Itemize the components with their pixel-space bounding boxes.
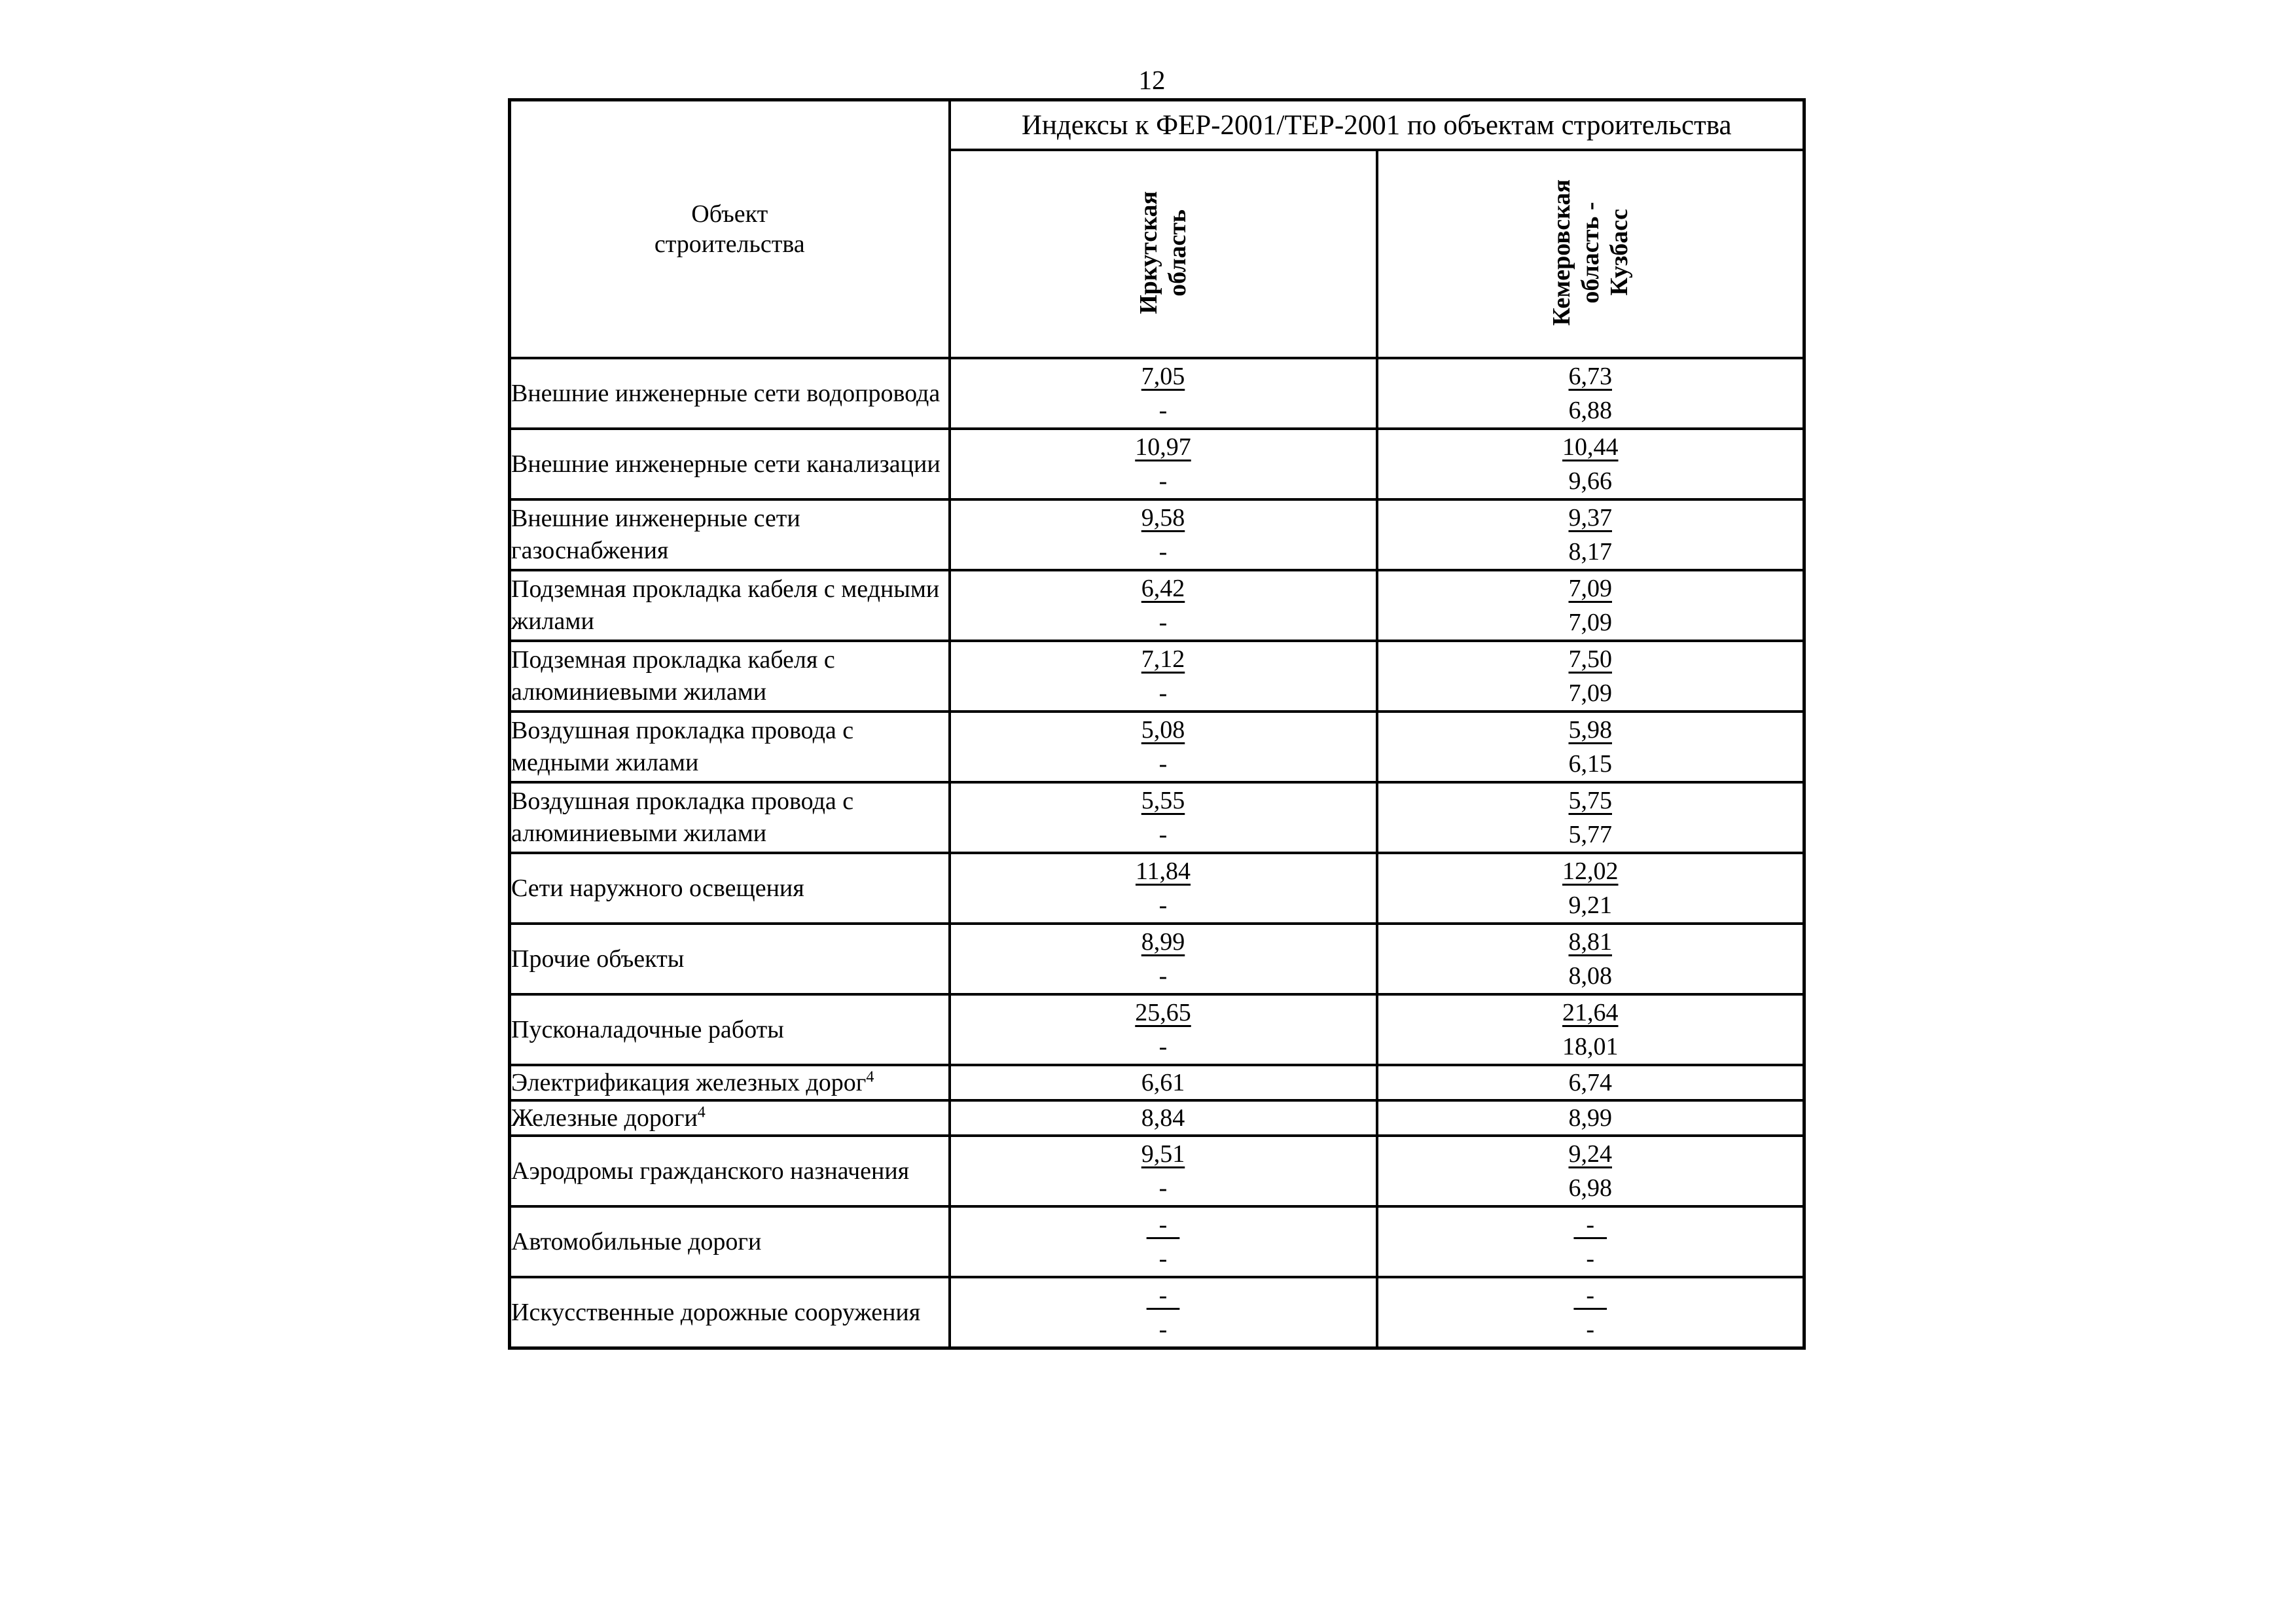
- footnote-marker: 4: [697, 1103, 706, 1121]
- object-name: Подземная прокладка кабеля с алюминиевыми жилами: [511, 646, 835, 706]
- irkutsk-value-cell: [950, 429, 1377, 499]
- kemerovo-header-label: Кемеровская область - Кузбасс: [1547, 179, 1633, 326]
- object-name-cell: [510, 1100, 950, 1136]
- federal-index-value: 9,58: [1141, 504, 1185, 532]
- federal-index-value: -: [1146, 1211, 1180, 1238]
- index-table: [508, 98, 1806, 1350]
- index-value: 6,74: [1568, 1069, 1612, 1096]
- federal-index-value: 9,51: [1141, 1140, 1185, 1168]
- object-column-header: [510, 100, 950, 359]
- kemerovo-value-cell: [1377, 1136, 1804, 1206]
- object-name-cell: [510, 641, 950, 712]
- irkutsk-value-cell: [950, 1136, 1377, 1206]
- object-name-cell: [510, 1065, 950, 1100]
- object-name: Электрификация железных дорог: [511, 1068, 867, 1096]
- object-name-cell: [510, 782, 950, 853]
- territorial-index-value: -: [1158, 1245, 1168, 1272]
- object-name: Внешние инженерные сети водопровода: [511, 379, 941, 407]
- table-row: [510, 994, 1804, 1065]
- object-name: Внешние инженерные сети газоснабжения: [511, 505, 800, 564]
- territorial-index-value: -: [1158, 538, 1168, 566]
- object-name-cell: [510, 1206, 950, 1277]
- object-name: Прочие объекты: [511, 945, 685, 973]
- irkutsk-value-cell: [950, 1065, 1377, 1100]
- object-name-cell: [510, 994, 950, 1065]
- federal-index-value: 10,44: [1562, 433, 1619, 461]
- irkutsk-value-cell: [950, 853, 1377, 924]
- irkutsk-value-cell: [950, 924, 1377, 994]
- kemerovo-column-header: [1377, 150, 1804, 358]
- table-row: [510, 1100, 1804, 1136]
- irkutsk-value-cell: [950, 499, 1377, 570]
- territorial-index-value: -: [1158, 821, 1168, 848]
- territorial-index-value: -: [1158, 750, 1168, 778]
- territorial-index-value: 5,77: [1568, 821, 1612, 848]
- object-name-cell: [510, 429, 950, 499]
- object-name-cell: [510, 712, 950, 782]
- kemerovo-value-cell: [1377, 570, 1804, 641]
- kemerovo-value-cell: [1377, 1277, 1804, 1348]
- territorial-index-value: -: [1158, 467, 1168, 495]
- federal-index-value: 5,55: [1141, 787, 1185, 814]
- object-name-cell: [510, 1277, 950, 1348]
- territorial-index-value: 7,09: [1568, 679, 1612, 707]
- object-name-cell: [510, 358, 950, 429]
- kemerovo-value-cell: [1377, 924, 1804, 994]
- federal-index-value: 7,05: [1141, 363, 1185, 390]
- federal-index-value: -: [1573, 1211, 1607, 1238]
- object-name: Воздушная прокладка провода с алюминиевыми жилами: [511, 787, 854, 847]
- federal-index-value: 9,24: [1568, 1140, 1612, 1168]
- object-name-cell: [510, 853, 950, 924]
- object-name-cell: [510, 924, 950, 994]
- table-row: [510, 1065, 1804, 1100]
- object-name: Искусственные дорожные сооружения: [511, 1298, 921, 1326]
- federal-index-value: 12,02: [1562, 857, 1619, 885]
- group-header: Индексы к ФЕР-2001/ТЕР-2001 по объектам строительства: [950, 100, 1804, 151]
- irkutsk-value-cell: [950, 994, 1377, 1065]
- table-row: [510, 782, 1804, 853]
- federal-index-value: 6,42: [1141, 575, 1185, 602]
- table-row: [510, 358, 1804, 429]
- kemerovo-value-cell: [1377, 1206, 1804, 1277]
- table-row: [510, 429, 1804, 499]
- federal-index-value: 6,73: [1568, 363, 1612, 390]
- territorial-index-value: -: [1158, 1033, 1168, 1060]
- territorial-index-value: 6,15: [1568, 750, 1612, 778]
- territorial-index-value: -: [1586, 1316, 1595, 1343]
- federal-index-value: 11,84: [1135, 857, 1191, 885]
- kemerovo-value-cell: [1377, 782, 1804, 853]
- federal-index-value: 7,09: [1568, 575, 1612, 602]
- index-value: 8,84: [1141, 1104, 1185, 1132]
- federal-index-value: 8,99: [1141, 928, 1185, 956]
- federal-index-value: 9,37: [1568, 504, 1612, 532]
- federal-index-value: 21,64: [1562, 999, 1619, 1026]
- irkutsk-value-cell: [950, 358, 1377, 429]
- table-row: [510, 1206, 1804, 1277]
- table-row: [510, 570, 1804, 641]
- object-name: Подземная прокладка кабеля с медными жилами: [511, 575, 940, 635]
- territorial-index-value: -: [1586, 1245, 1595, 1272]
- irkutsk-value-cell: [950, 712, 1377, 782]
- object-name: Аэродромы гражданского назначения: [511, 1157, 910, 1185]
- kemerovo-value-cell: [1377, 994, 1804, 1065]
- kemerovo-value-cell: [1377, 641, 1804, 712]
- table-row: [510, 853, 1804, 924]
- federal-index-value: -: [1146, 1282, 1180, 1309]
- territorial-index-value: 6,98: [1568, 1174, 1612, 1202]
- table-row: [510, 712, 1804, 782]
- federal-index-value: -: [1573, 1282, 1607, 1309]
- irkutsk-value-cell: [950, 570, 1377, 641]
- page-number: 12: [1138, 65, 1166, 95]
- object-name: Автомобильные дороги: [511, 1227, 762, 1255]
- object-name-cell: [510, 1136, 950, 1206]
- index-value: 6,61: [1141, 1069, 1185, 1096]
- object-name: Внешние инженерные сети канализации: [511, 450, 941, 478]
- territorial-index-value: -: [1158, 1174, 1168, 1202]
- object-name: Воздушная прокладка провода с медными жилами: [511, 717, 854, 776]
- irkutsk-value-cell: [950, 1277, 1377, 1348]
- irkutsk-value-cell: [950, 782, 1377, 853]
- territorial-index-value: 9,66: [1568, 467, 1612, 495]
- object-header-label: Объект строительства: [654, 200, 805, 258]
- federal-index-value: 5,98: [1568, 716, 1612, 744]
- index-value: 8,99: [1568, 1104, 1612, 1132]
- object-name: Пусконаладочные работы: [511, 1015, 784, 1043]
- irkutsk-value-cell: [950, 641, 1377, 712]
- table-row: [510, 641, 1804, 712]
- kemerovo-value-cell: [1377, 1100, 1804, 1136]
- irkutsk-header-label: Иркутская область: [1135, 190, 1191, 314]
- territorial-index-value: -: [1158, 679, 1168, 707]
- object-name: Железные дороги: [511, 1104, 698, 1132]
- footnote-marker: 4: [866, 1068, 874, 1085]
- territorial-index-value: 18,01: [1562, 1033, 1619, 1060]
- object-name-cell: [510, 499, 950, 570]
- territorial-index-value: -: [1158, 962, 1168, 990]
- object-name-cell: [510, 570, 950, 641]
- kemerovo-value-cell: [1377, 712, 1804, 782]
- territorial-index-value: -: [1158, 892, 1168, 919]
- federal-index-value: 5,75: [1568, 787, 1612, 814]
- federal-index-value: 7,12: [1141, 645, 1185, 673]
- territorial-index-value: 8,17: [1568, 538, 1612, 566]
- federal-index-value: 7,50: [1568, 645, 1612, 673]
- table-row: [510, 499, 1804, 570]
- irkutsk-value-cell: [950, 1100, 1377, 1136]
- kemerovo-value-cell: [1377, 358, 1804, 429]
- federal-index-value: 25,65: [1135, 999, 1191, 1026]
- federal-index-value: 10,97: [1135, 433, 1191, 461]
- kemerovo-value-cell: [1377, 429, 1804, 499]
- irkutsk-value-cell: [950, 1206, 1377, 1277]
- kemerovo-value-cell: [1377, 853, 1804, 924]
- territorial-index-value: 8,08: [1568, 962, 1612, 990]
- kemerovo-value-cell: [1377, 499, 1804, 570]
- table-row: [510, 1136, 1804, 1206]
- territorial-index-value: 9,21: [1568, 892, 1612, 919]
- irkutsk-column-header: [950, 150, 1377, 358]
- table-row: [510, 924, 1804, 994]
- territorial-index-value: 7,09: [1568, 609, 1612, 636]
- kemerovo-value-cell: [1377, 1065, 1804, 1100]
- federal-index-value: 8,81: [1568, 928, 1612, 956]
- table-row: [510, 1277, 1804, 1348]
- federal-index-value: 5,08: [1141, 716, 1185, 744]
- territorial-index-value: 6,88: [1568, 397, 1612, 424]
- object-name: Сети наружного освещения: [511, 874, 804, 902]
- territorial-index-value: -: [1158, 397, 1168, 424]
- territorial-index-value: -: [1158, 1316, 1168, 1343]
- territorial-index-value: -: [1158, 609, 1168, 636]
